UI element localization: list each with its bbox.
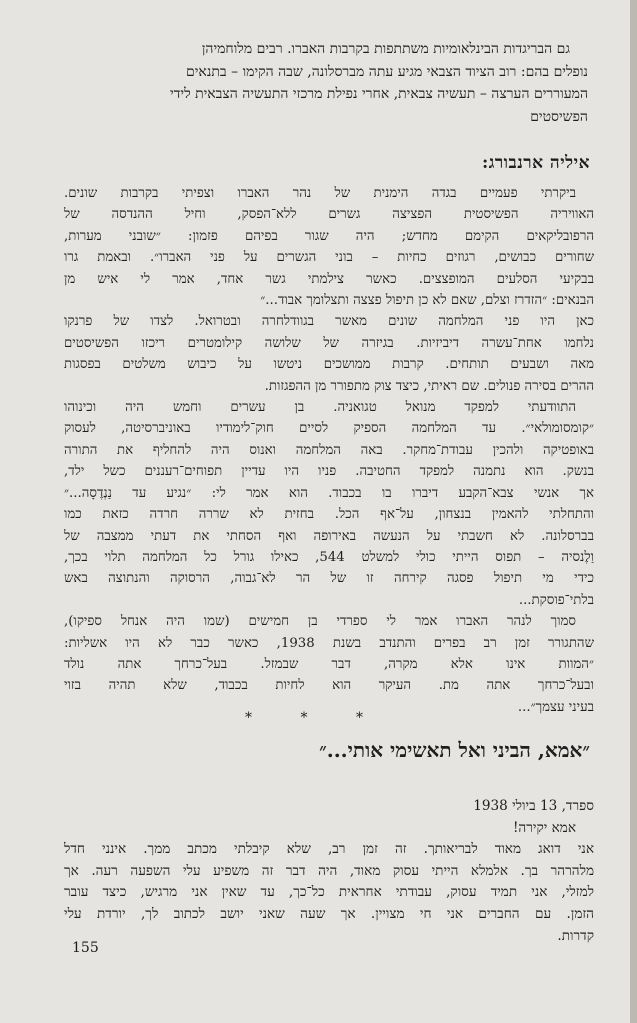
text-line: מאה ושבעים תותחים. קרבות ממושכים ניטשו על כיבוש משלטים בפסגות bbox=[64, 357, 594, 373]
text-line: והתחלתי להאמין בנצחון, על־אף הכל. בחזית לא שררה חרדה כזאת כמו bbox=[64, 507, 594, 523]
text-line: בלתי־פוסקת... bbox=[518, 592, 594, 608]
text-line: סמוך לנהר האברו אמר לי ספרדי בן חמישים (שמו היה אנחל ספיקו), bbox=[64, 614, 576, 630]
page-number: 155 bbox=[72, 940, 99, 956]
text-line: המעוררים הערצה – תעשיה צבאית, אחרי נפילת מרכזי התעשיה הצבאית לידי bbox=[170, 86, 588, 102]
text-line: ״המוות אינו אלא מקרה, דבר שבמזל. בעל־כרחך אתה נולד bbox=[64, 656, 594, 672]
text-line: ביקרתי פעמיים בגדה הימנית של נהר האברו וצפיתי בקרבות שונים. bbox=[64, 186, 576, 201]
text-line: התוודעתי למפקד מנואל טגואניה. בן עשרים וחמש היה וכינוהו bbox=[64, 400, 576, 416]
text-line: ובעל־כרחך אתה מת. העיקר הוא לחיות בכבוד, שלא תהיה בזוי bbox=[64, 678, 594, 694]
text-line: נופלים בהם: רוב הציוד הצבאי מגיע עתה מברסלונה, שבה הקימו – בתנאים bbox=[186, 63, 588, 80]
section-separator: * * * bbox=[245, 710, 385, 726]
letter-place-date: ספרד, 13 ביולי 1938 bbox=[473, 798, 594, 814]
text-line: בבקיעי הסלעים המופצצים. כאשר צילמתי גשר אחד, אמר לי איש מן bbox=[64, 271, 594, 287]
text-line: בעיני עצמך״... bbox=[517, 699, 594, 715]
text-line: כאן היו פני המלחמה שונים מאשר בגוודלחרה ובטרואל. לצדו של פרנקו bbox=[64, 314, 594, 330]
letter-title: ״אמא, הביני ואל תאשימי אותי...״ bbox=[319, 738, 590, 762]
author-heading: איליה ארנבורג: bbox=[481, 153, 590, 173]
text-line: קדרות. bbox=[557, 927, 594, 944]
text-line: ההרים בסירה פנולים. שם ראיתי, כיצד צוק מתפורר מן ההפגזות. bbox=[264, 378, 594, 394]
text-line: אך אנשי צבא־הקבע דיברו בו בכבוד. הוא אמר לי: ״נגיע עד נַנְדֶסָה...״ bbox=[64, 485, 594, 501]
text-line: הרפובליקאים הקימם מחדש; היה שגור בפיהם פזמון: ״שובני מערות, bbox=[64, 228, 594, 244]
text-line: האוויריה הפשיסטית הפציצה גשרים ללא־הפסק, וחיל ההנדסה של bbox=[64, 207, 594, 223]
text-line: באופטיקה ולהכין עבודת־מחקר. באה המלחמה ואנוס היה להחליף את התורה bbox=[64, 442, 594, 458]
text-line: שחורים כבושים, רגוזים כחיות – בוני הגשרים על פני האברו״. ובאמת גרו bbox=[64, 250, 594, 266]
text-line: כידי מי תיפול פסגה קירחה זו של הר לא־גבוה, הרסוקה והנתוצה באש bbox=[64, 571, 594, 587]
text-line: אני דואג מאוד לבריאותך. זה זמן רב, שלא קיבלתי מכתב ממך. אינני חדל bbox=[64, 841, 594, 858]
letter-greeting: אמא יקירה! bbox=[512, 819, 576, 836]
intro-paragraph bbox=[58, 38, 588, 128]
text-line: מלהרהר בך. אלמלא הייתי עסוק מאוד, היה דבר זה משפיע עלי השפעה רעה. אך bbox=[64, 862, 594, 879]
text-line: נלחמו אחת־עשרה דיביזיות. בגיזרה של שלושה קילומטרים ריכזו הפשיסטים bbox=[64, 335, 594, 351]
text-line: שהתגורר זמן רב בפרים והתנדב בשנת 1938, כאשר כבר לא היו אשליות: bbox=[64, 635, 594, 651]
letter-block bbox=[64, 796, 594, 947]
text-line: הזמן. עם החברים אני חי מצויין. אך שעה שאני יושב לכתוב לך, יורדת עלי bbox=[64, 905, 594, 922]
text-line: ״קומסומולאי״. עד המלחמה הספיק לסיים חוק־לימודיו באוניברסיטה, לעסוק bbox=[64, 421, 594, 437]
text-line: בנשק. הוא נתמנה למפקד החטיבה. פניו היו עדיין תפוחים־רעננים כשל ילד, bbox=[64, 464, 594, 480]
text-line: הפשיסטים bbox=[530, 108, 588, 125]
quote-block bbox=[64, 183, 594, 718]
text-line: בברסלונה. לא חשבתי על הנעשה באירופה ואף הסחתי את דעתי ממצבה של bbox=[64, 528, 594, 544]
text-line: גם הבריגדות הבינלאומיות משתתפות בקרבות האברו. רבים מלוחמיהן bbox=[201, 41, 570, 57]
text-line: למזלי, אני תמיד עסוק, עבודתי אחראית כל־כך, עד שאין אני מרגיש, כיצד עובר bbox=[64, 884, 594, 901]
text-line: וַלֶנסיה – תפוס הייתי כולי למשלט 544, כאילו גורל כל המלחמה תלוי בכך, bbox=[64, 549, 594, 565]
text-line: הבנאים: ״הזדרז וצלם, שאם לא כן תיפול פצצה ותצלומך אבוד...״ bbox=[260, 293, 594, 309]
